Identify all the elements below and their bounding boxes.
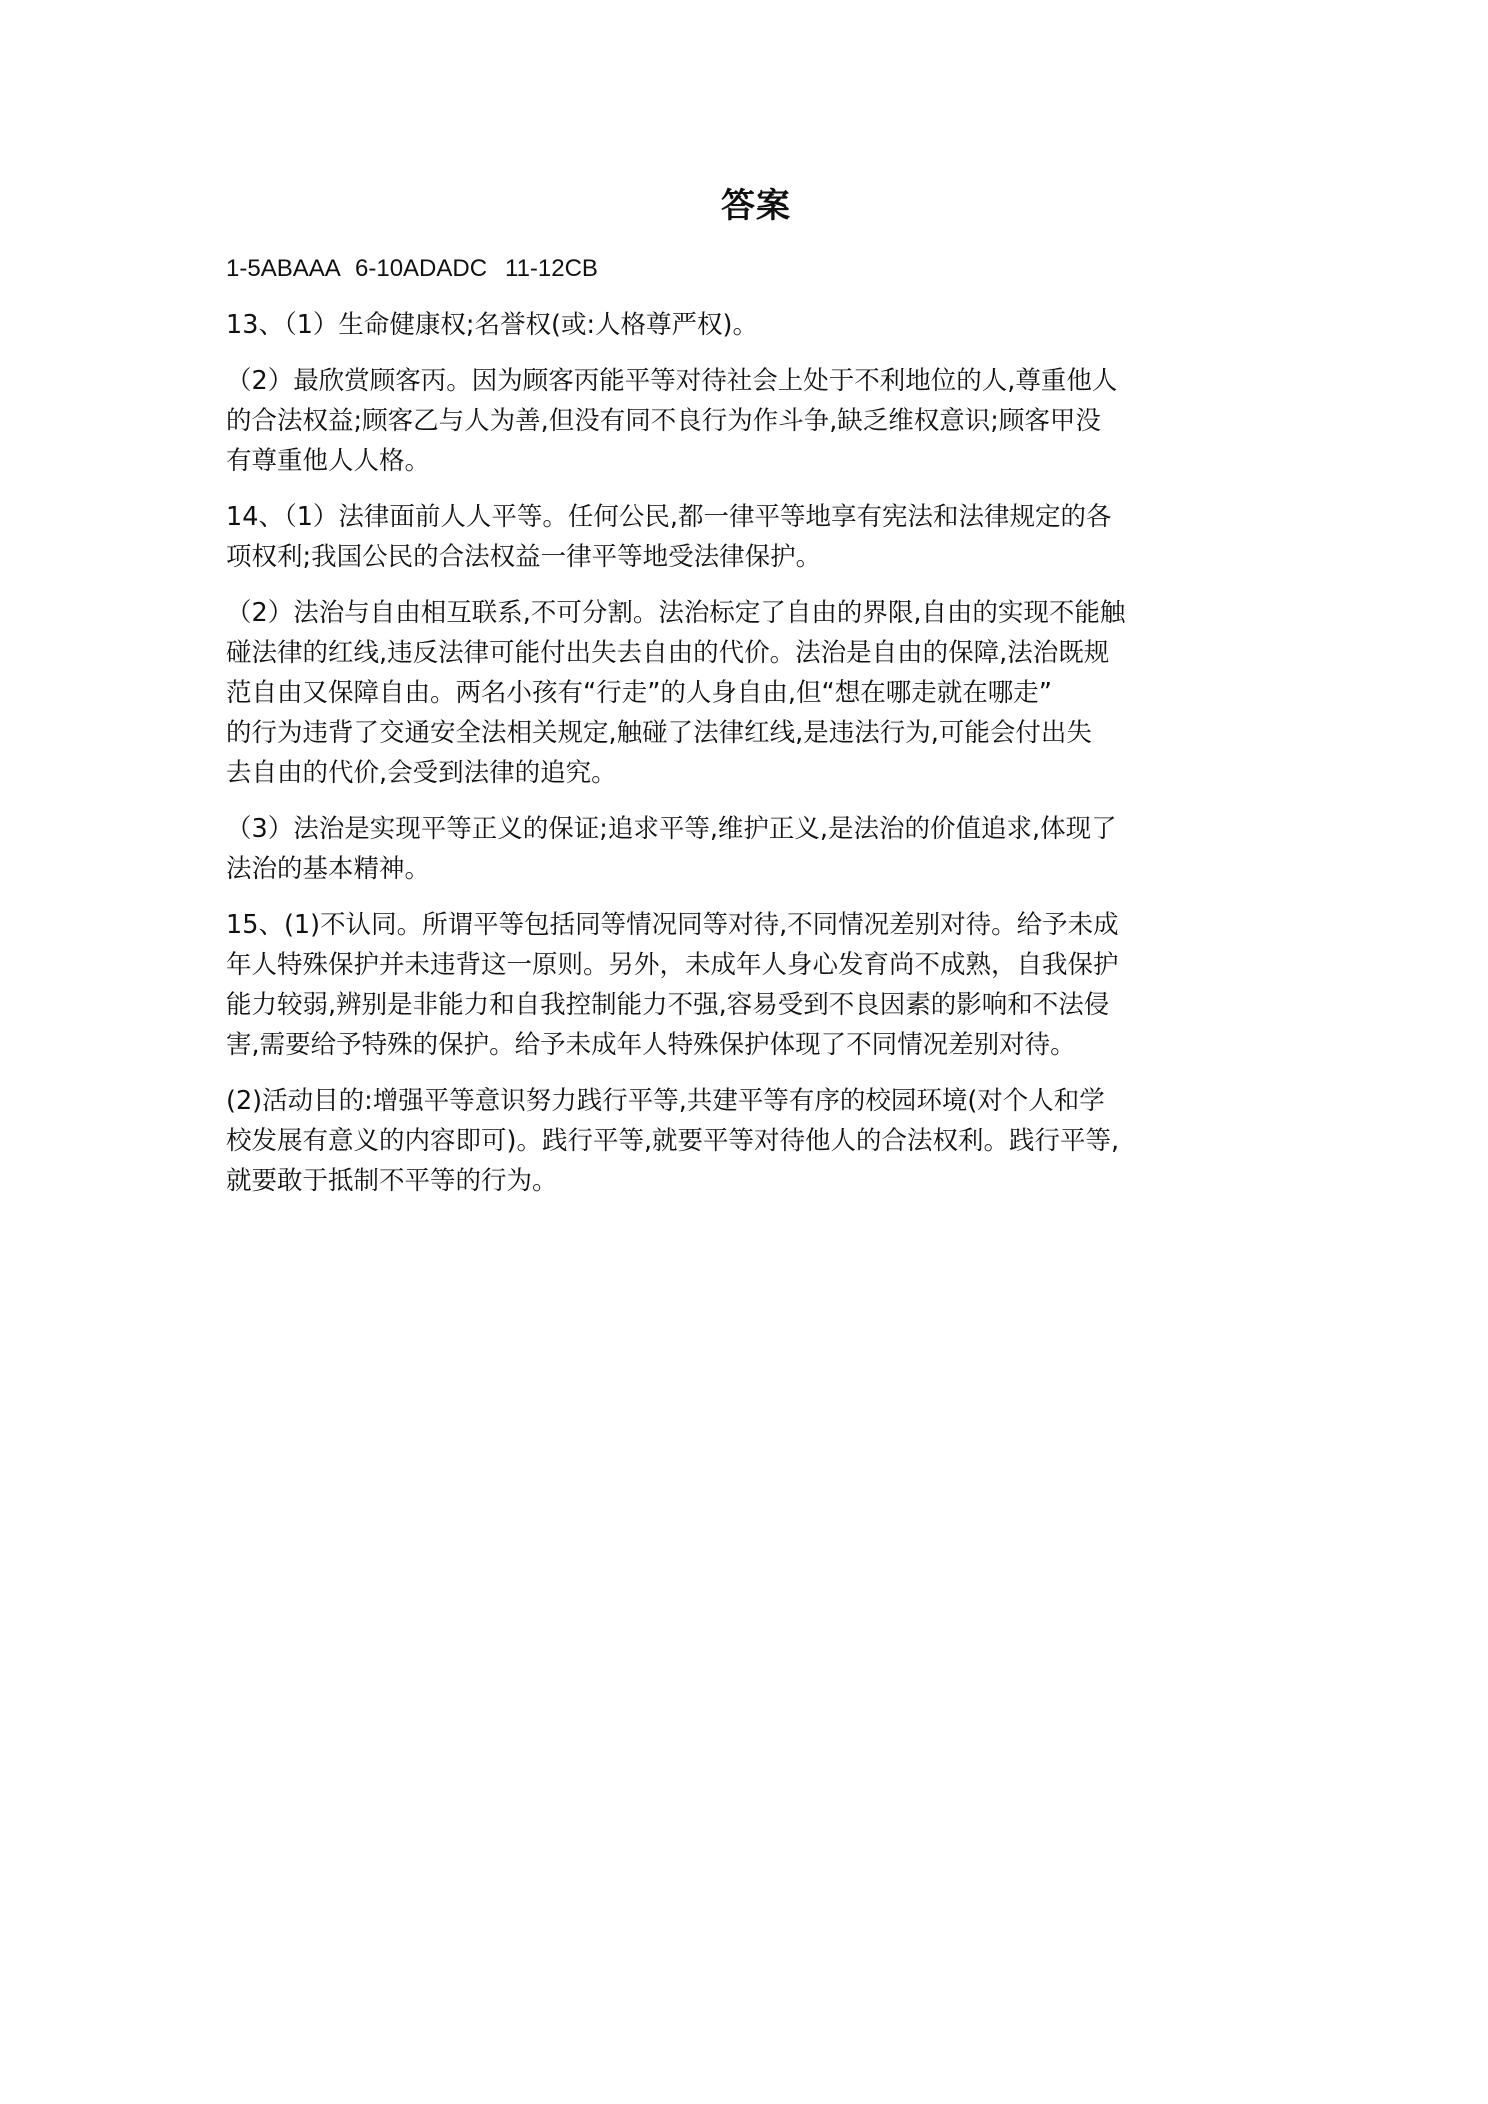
answer-sheet bbox=[226, 178, 1266, 1217]
text-line: 校发展有意义的内容即可)。践行平等,就要平等对待他人的合法权利。践行平等, bbox=[226, 1126, 1120, 1156]
text-line: 法治的基本精神。 bbox=[226, 854, 431, 884]
text-line: 13、（1）生命健康权;名誉权(或:人格尊严权)。 bbox=[226, 310, 759, 340]
text-line: 就要敢于抵制不平等的行为。 bbox=[226, 1166, 558, 1196]
q14-part2 bbox=[226, 593, 1266, 793]
q15-part1 bbox=[226, 905, 1266, 1065]
text-line: 碰法律的红线,违反法律可能付出失去自由的代价。法治是自由的保障,法治既规 bbox=[226, 638, 1110, 668]
text-line: 年人特殊保护并未违背这一原则。另外，未成年人身心发育尚不成熟，自我保护 bbox=[226, 950, 1119, 980]
text-line: 的行为违背了交通安全法相关规定,触碰了法律红线,是违法行为,可能会付出失 bbox=[226, 718, 1092, 748]
text-line: 有尊重他人人格。 bbox=[226, 446, 431, 476]
page-title: 答案 bbox=[721, 186, 791, 226]
q13-part1 bbox=[226, 305, 1266, 345]
answer-group-1-5: 1-5ABAAA bbox=[226, 255, 341, 282]
text-line: 能力较弱,辨别是非能力和自我控制能力不强,容易受到不良因素的影响和不法侵 bbox=[226, 990, 1110, 1020]
text-line: 14、（1）法律面前人人平等。任何公民,都一律平等地享有宪法和法律规定的各 bbox=[226, 502, 1112, 532]
text-line: （2）法治与自由相互联系,不可分割。法治标定了自由的界限,自由的实现不能触 bbox=[226, 598, 1126, 628]
text-line: （3）法治是实现平等正义的保证;追求平等,维护正义,是法治的价值追求,体现了 bbox=[226, 814, 1117, 844]
text-line: 15、(1)不认同。所谓平等包括同等情况同等对待,不同情况差别对待。给予未成 bbox=[226, 910, 1119, 940]
answer-group-6-10: 6-10ADADC bbox=[355, 255, 488, 282]
q14-part1 bbox=[226, 497, 1266, 577]
text-line: 的合法权益;顾客乙与人为善,但没有同不良行为作斗争,缺乏维权意识;顾客甲没 bbox=[226, 406, 1101, 436]
multiple-choice-answers bbox=[226, 249, 1266, 289]
q14-part3 bbox=[226, 809, 1266, 889]
q15-part2 bbox=[226, 1081, 1266, 1201]
answer-group-11-12: 11-12CB bbox=[505, 255, 598, 282]
text-line: 范自由又保障自由。两名小孩有“行走”的人身自由,但“想在哪走就在哪走” bbox=[226, 678, 1052, 708]
text-line: （2）最欣赏顾客丙。因为顾客丙能平等对待社会上处于不利地位的人,尊重他人 bbox=[226, 366, 1118, 396]
q13-part2 bbox=[226, 361, 1266, 481]
text-line: 去自由的代价,会受到法律的追究。 bbox=[226, 758, 617, 788]
text-line: (2)活动目的:增强平等意识努力践行平等,共建平等有序的校园环境(对个人和学 bbox=[226, 1086, 1105, 1116]
text-line: 害,需要给予特殊的保护。给予未成年人特殊保护体现了不同情况差别对待。 bbox=[226, 1030, 1076, 1060]
answer-key-line bbox=[226, 249, 1266, 289]
text-line: 项权利;我国公民的合法权益一律平等地受法律保护。 bbox=[226, 542, 822, 572]
